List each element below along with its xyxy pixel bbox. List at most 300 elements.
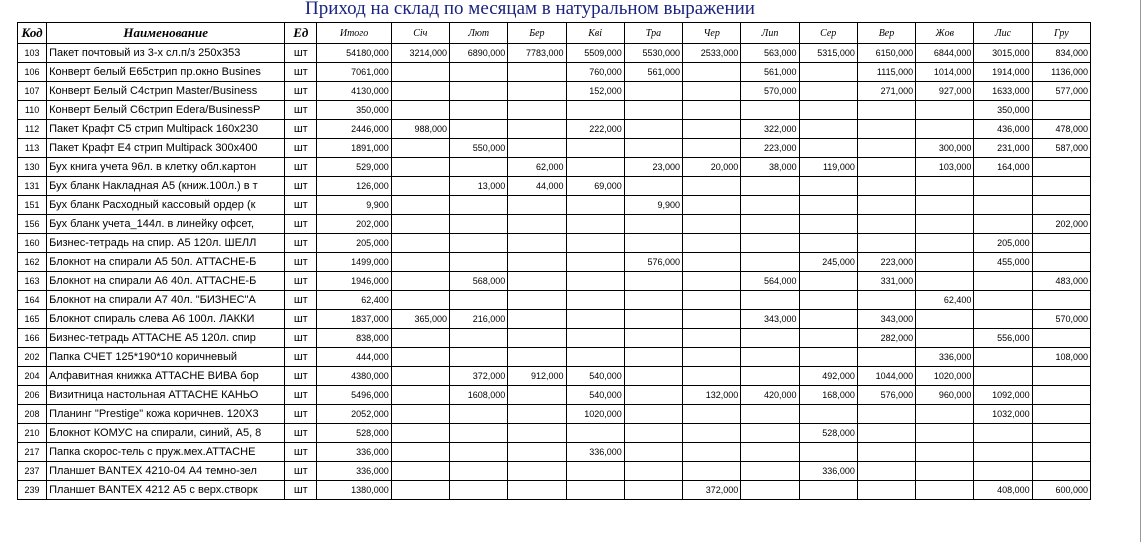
cell-month: 7783,000 xyxy=(508,44,566,63)
cell-total: 7061,000 xyxy=(317,63,391,82)
cell-month xyxy=(683,177,741,196)
cell-month xyxy=(799,177,857,196)
header-unit: Ед xyxy=(285,23,317,44)
cell-code: 131 xyxy=(18,177,47,196)
cell-code: 202 xyxy=(18,348,47,367)
cell-month: 5530,000 xyxy=(624,44,682,63)
table-row xyxy=(18,481,1091,500)
cell-name: Папка скорос-тель с пруж.мех.ATTACHE xyxy=(47,443,285,462)
cell-month xyxy=(683,272,741,291)
cell-month xyxy=(391,82,449,101)
cell-month xyxy=(683,291,741,310)
header-code: Код xyxy=(18,23,47,44)
cell-name: Блокнот на спирали А6 40л. ATTACHE-Б xyxy=(47,272,285,291)
header-month: Гру xyxy=(1032,23,1090,44)
cell-month xyxy=(566,196,624,215)
cell-month: 960,000 xyxy=(916,386,974,405)
cell-month: 570,000 xyxy=(741,82,799,101)
cell-unit: шт xyxy=(285,215,317,234)
cell-month xyxy=(741,367,799,386)
cell-code: 112 xyxy=(18,120,47,139)
cell-month xyxy=(449,348,507,367)
header-month: Вер xyxy=(857,23,915,44)
cell-month: 216,000 xyxy=(449,310,507,329)
cell-month: 331,000 xyxy=(857,272,915,291)
cell-month xyxy=(391,215,449,234)
cell-code: 165 xyxy=(18,310,47,329)
cell-month: 322,000 xyxy=(741,120,799,139)
cell-month: 564,000 xyxy=(741,272,799,291)
cell-month: 561,000 xyxy=(741,63,799,82)
cell-month xyxy=(799,310,857,329)
cell-month xyxy=(916,120,974,139)
cell-month xyxy=(566,234,624,253)
cell-month xyxy=(508,462,566,481)
cell-month xyxy=(449,82,507,101)
header-month: Кві xyxy=(566,23,624,44)
cell-month xyxy=(391,234,449,253)
cell-month xyxy=(916,272,974,291)
cell-month xyxy=(624,481,682,500)
cell-code: 204 xyxy=(18,367,47,386)
cell-month xyxy=(683,101,741,120)
cell-month: 576,000 xyxy=(624,253,682,272)
cell-month xyxy=(974,177,1032,196)
cell-total: 1380,000 xyxy=(317,481,391,500)
cell-name: Бизнес-тетрадь ATTACHE А5 120л. спир xyxy=(47,329,285,348)
cell-month: 20,000 xyxy=(683,158,741,177)
cell-month: 9,900 xyxy=(624,196,682,215)
cell-name: Бизнес-тетрадь на спир. А5 120л. ШЕЛЛ xyxy=(47,234,285,253)
cell-name: Планшет BANTEX 4210-04 А4 темно-зел xyxy=(47,462,285,481)
table-row xyxy=(18,120,1091,139)
cell-code: 237 xyxy=(18,462,47,481)
cell-month: 834,000 xyxy=(1032,44,1090,63)
cell-month xyxy=(916,101,974,120)
cell-month xyxy=(974,272,1032,291)
cell-month xyxy=(449,291,507,310)
cell-total: 838,000 xyxy=(317,329,391,348)
cell-month xyxy=(391,253,449,272)
cell-month xyxy=(624,120,682,139)
cell-month xyxy=(1032,367,1090,386)
table-row xyxy=(18,253,1091,272)
cell-month xyxy=(741,405,799,424)
header-month: Лип xyxy=(741,23,799,44)
cell-month xyxy=(624,329,682,348)
cell-month xyxy=(799,329,857,348)
cell-month xyxy=(449,443,507,462)
cell-month: 1020,000 xyxy=(566,405,624,424)
cell-month: 1115,000 xyxy=(857,63,915,82)
cell-month xyxy=(566,215,624,234)
cell-month xyxy=(683,139,741,158)
cell-month: 103,000 xyxy=(916,158,974,177)
cell-month xyxy=(916,310,974,329)
cell-month: 1136,000 xyxy=(1032,63,1090,82)
cell-month xyxy=(624,101,682,120)
cell-month xyxy=(741,424,799,443)
table-row xyxy=(18,291,1091,310)
cell-month xyxy=(799,405,857,424)
cell-unit: шт xyxy=(285,120,317,139)
cell-name: Визитница настольная ATTACHE КАНЬО xyxy=(47,386,285,405)
cell-month xyxy=(391,272,449,291)
cell-unit: шт xyxy=(285,481,317,500)
cell-month xyxy=(391,481,449,500)
cell-month: 365,000 xyxy=(391,310,449,329)
cell-month: 132,000 xyxy=(683,386,741,405)
cell-month: 343,000 xyxy=(857,310,915,329)
cell-unit: шт xyxy=(285,272,317,291)
cell-name: Пакет почтовый из 3-х сл.п/з 250х353 xyxy=(47,44,285,63)
cell-month: 205,000 xyxy=(974,234,1032,253)
cell-month xyxy=(449,158,507,177)
cell-month: 5315,000 xyxy=(799,44,857,63)
cell-code: 107 xyxy=(18,82,47,101)
cell-month xyxy=(566,158,624,177)
cell-month: 540,000 xyxy=(566,386,624,405)
cell-code: 106 xyxy=(18,63,47,82)
cell-month: 3214,000 xyxy=(391,44,449,63)
header-month: Січ xyxy=(391,23,449,44)
cell-total: 62,400 xyxy=(317,291,391,310)
cell-month xyxy=(799,196,857,215)
cell-month xyxy=(624,272,682,291)
cell-code: 160 xyxy=(18,234,47,253)
cell-unit: шт xyxy=(285,386,317,405)
cell-month xyxy=(449,215,507,234)
cell-month xyxy=(974,367,1032,386)
cell-month xyxy=(391,367,449,386)
cell-month: 528,000 xyxy=(799,424,857,443)
cell-month xyxy=(624,367,682,386)
cell-month xyxy=(741,177,799,196)
cell-total: 444,000 xyxy=(317,348,391,367)
cell-month xyxy=(566,348,624,367)
cell-name: Бух бланк Расходный кассовый ордер (к xyxy=(47,196,285,215)
cell-month xyxy=(449,120,507,139)
cell-month xyxy=(449,196,507,215)
cell-month xyxy=(857,139,915,158)
cell-month xyxy=(683,215,741,234)
table-row xyxy=(18,177,1091,196)
cell-month xyxy=(508,253,566,272)
cell-total: 1891,000 xyxy=(317,139,391,158)
cell-month: 222,000 xyxy=(566,120,624,139)
cell-month: 69,000 xyxy=(566,177,624,196)
cell-month xyxy=(449,253,507,272)
cell-month: 245,000 xyxy=(799,253,857,272)
cell-name: Папка СЧЕТ 125*190*10 коричневый xyxy=(47,348,285,367)
cell-month xyxy=(1032,462,1090,481)
cell-month: 231,000 xyxy=(974,139,1032,158)
cell-name: Пакет Крафт Е4 стрип Multipack 300х400 xyxy=(47,139,285,158)
cell-total: 1837,000 xyxy=(317,310,391,329)
cell-month xyxy=(624,443,682,462)
cell-month: 556,000 xyxy=(974,329,1032,348)
header-month: Тра xyxy=(624,23,682,44)
cell-month: 1020,000 xyxy=(916,367,974,386)
table-row xyxy=(18,462,1091,481)
cell-code: 217 xyxy=(18,443,47,462)
cell-month xyxy=(449,63,507,82)
cell-month: 6150,000 xyxy=(857,44,915,63)
table-row xyxy=(18,63,1091,82)
cell-month xyxy=(1032,234,1090,253)
cell-month: 44,000 xyxy=(508,177,566,196)
cell-month xyxy=(799,120,857,139)
cell-month xyxy=(391,158,449,177)
cell-month xyxy=(391,405,449,424)
cell-total: 1946,000 xyxy=(317,272,391,291)
cell-month xyxy=(508,82,566,101)
cell-month xyxy=(566,310,624,329)
cell-total: 528,000 xyxy=(317,424,391,443)
cell-code: 166 xyxy=(18,329,47,348)
cell-month xyxy=(391,329,449,348)
cell-month xyxy=(683,462,741,481)
cell-month xyxy=(508,329,566,348)
cell-month: 5509,000 xyxy=(566,44,624,63)
cell-month xyxy=(1032,291,1090,310)
header-month: Лис xyxy=(974,23,1032,44)
cell-code: 103 xyxy=(18,44,47,63)
cell-month: 570,000 xyxy=(1032,310,1090,329)
cell-month: 492,000 xyxy=(799,367,857,386)
cell-unit: шт xyxy=(285,443,317,462)
cell-month xyxy=(974,310,1032,329)
table-row xyxy=(18,405,1091,424)
cell-code: 239 xyxy=(18,481,47,500)
cell-month xyxy=(566,424,624,443)
cell-month xyxy=(974,443,1032,462)
cell-month xyxy=(391,443,449,462)
cell-month xyxy=(683,310,741,329)
cell-month: 455,000 xyxy=(974,253,1032,272)
cell-month xyxy=(508,101,566,120)
cell-month xyxy=(741,196,799,215)
cell-month xyxy=(624,82,682,101)
cell-unit: шт xyxy=(285,405,317,424)
cell-month: 6844,000 xyxy=(916,44,974,63)
header-month: Чер xyxy=(683,23,741,44)
table-row xyxy=(18,443,1091,462)
cell-month xyxy=(391,139,449,158)
cell-total: 350,000 xyxy=(317,101,391,120)
cell-month xyxy=(974,215,1032,234)
cell-month xyxy=(624,177,682,196)
cell-month xyxy=(799,481,857,500)
cell-month xyxy=(974,291,1032,310)
cell-month xyxy=(857,177,915,196)
cell-month xyxy=(916,443,974,462)
cell-name: Конверт белый Е65стрип пр.окно Busines xyxy=(47,63,285,82)
cell-month: 168,000 xyxy=(799,386,857,405)
cell-month xyxy=(857,405,915,424)
cell-month xyxy=(508,63,566,82)
cell-month: 912,000 xyxy=(508,367,566,386)
cell-month xyxy=(741,291,799,310)
cell-total: 336,000 xyxy=(317,462,391,481)
cell-code: 163 xyxy=(18,272,47,291)
cell-month: 372,000 xyxy=(449,367,507,386)
cell-month: 483,000 xyxy=(1032,272,1090,291)
cell-total: 205,000 xyxy=(317,234,391,253)
cell-month xyxy=(449,481,507,500)
header-month: Жов xyxy=(916,23,974,44)
cell-code: 210 xyxy=(18,424,47,443)
cell-total: 4130,000 xyxy=(317,82,391,101)
table-row xyxy=(18,215,1091,234)
cell-unit: шт xyxy=(285,82,317,101)
cell-month xyxy=(508,348,566,367)
cell-month xyxy=(683,120,741,139)
cell-month xyxy=(916,424,974,443)
table-row xyxy=(18,272,1091,291)
cell-month xyxy=(857,424,915,443)
cell-month: 23,000 xyxy=(624,158,682,177)
cell-month xyxy=(741,481,799,500)
cell-month xyxy=(916,177,974,196)
cell-month xyxy=(741,348,799,367)
cell-month: 6890,000 xyxy=(449,44,507,63)
cell-month xyxy=(916,481,974,500)
cell-code: 164 xyxy=(18,291,47,310)
cell-month: 1092,000 xyxy=(974,386,1032,405)
cell-month xyxy=(508,120,566,139)
cell-total: 4380,000 xyxy=(317,367,391,386)
cell-month xyxy=(449,101,507,120)
cell-month: 336,000 xyxy=(799,462,857,481)
cell-unit: шт xyxy=(285,253,317,272)
cell-month xyxy=(624,348,682,367)
cell-month: 561,000 xyxy=(624,63,682,82)
cell-month xyxy=(974,348,1032,367)
header-month: Бер xyxy=(508,23,566,44)
cell-month xyxy=(624,234,682,253)
cell-month xyxy=(1032,443,1090,462)
cell-month: 119,000 xyxy=(799,158,857,177)
cell-month xyxy=(857,101,915,120)
cell-month: 164,000 xyxy=(974,158,1032,177)
cell-month xyxy=(508,481,566,500)
cell-month xyxy=(799,291,857,310)
cell-code: 113 xyxy=(18,139,47,158)
cell-month: 1608,000 xyxy=(449,386,507,405)
cell-month xyxy=(508,215,566,234)
cell-unit: шт xyxy=(285,177,317,196)
cell-month: 577,000 xyxy=(1032,82,1090,101)
cell-month: 1914,000 xyxy=(974,63,1032,82)
cell-month xyxy=(857,215,915,234)
cell-unit: шт xyxy=(285,101,317,120)
cell-month: 420,000 xyxy=(741,386,799,405)
cell-month xyxy=(508,310,566,329)
cell-month: 587,000 xyxy=(1032,139,1090,158)
cell-code: 130 xyxy=(18,158,47,177)
cell-total: 9,900 xyxy=(317,196,391,215)
cell-name: Конверт Белый С6стрип Edera/BusinessP xyxy=(47,101,285,120)
cell-month: 223,000 xyxy=(741,139,799,158)
cell-month xyxy=(799,234,857,253)
table-row xyxy=(18,234,1091,253)
cell-month: 760,000 xyxy=(566,63,624,82)
cell-month xyxy=(857,120,915,139)
header-month: Сер xyxy=(799,23,857,44)
cell-month xyxy=(1032,424,1090,443)
cell-month: 563,000 xyxy=(741,44,799,63)
cell-month xyxy=(566,329,624,348)
cell-month xyxy=(508,291,566,310)
cell-name: Бух бланк Накладная А5 (книж.100л.) в т xyxy=(47,177,285,196)
cell-month xyxy=(1032,405,1090,424)
cell-month xyxy=(391,177,449,196)
cell-month: 372,000 xyxy=(683,481,741,500)
cell-month xyxy=(857,291,915,310)
cell-month xyxy=(683,405,741,424)
cell-month xyxy=(508,386,566,405)
cell-month xyxy=(508,196,566,215)
cell-unit: шт xyxy=(285,44,317,63)
cell-code: 110 xyxy=(18,101,47,120)
table-row xyxy=(18,196,1091,215)
cell-unit: шт xyxy=(285,291,317,310)
cell-month xyxy=(857,462,915,481)
cell-month xyxy=(857,234,915,253)
cell-month xyxy=(1032,101,1090,120)
cell-unit: шт xyxy=(285,63,317,82)
cell-month xyxy=(566,253,624,272)
cell-name: Блокнот на спирали А7 40л. "БИЗНЕС"А xyxy=(47,291,285,310)
cell-name: Блокнот на спирали А5 50л. ATTACHE-Б xyxy=(47,253,285,272)
cell-month xyxy=(391,196,449,215)
cell-month xyxy=(857,443,915,462)
cell-month xyxy=(508,424,566,443)
cell-name: Конверт Белый С4стрип Master/Business xyxy=(47,82,285,101)
cell-month xyxy=(1032,329,1090,348)
cell-month: 343,000 xyxy=(741,310,799,329)
cell-month: 152,000 xyxy=(566,82,624,101)
page-edge-rule xyxy=(1140,0,1141,542)
cell-total: 54180,000 xyxy=(317,44,391,63)
cell-month: 62,400 xyxy=(916,291,974,310)
cell-month xyxy=(741,253,799,272)
cell-month xyxy=(566,481,624,500)
cell-month xyxy=(683,234,741,253)
cell-month xyxy=(391,63,449,82)
cell-month xyxy=(683,443,741,462)
cell-month xyxy=(741,443,799,462)
cell-unit: шт xyxy=(285,329,317,348)
cell-month xyxy=(741,101,799,120)
cell-month xyxy=(683,82,741,101)
cell-month xyxy=(683,196,741,215)
cell-total: 126,000 xyxy=(317,177,391,196)
cell-total: 529,000 xyxy=(317,158,391,177)
cell-name: Бух бланк учета_144л. в линейку офсет, xyxy=(47,215,285,234)
cell-month: 350,000 xyxy=(974,101,1032,120)
cell-month xyxy=(974,462,1032,481)
cell-month xyxy=(916,234,974,253)
cell-month xyxy=(683,367,741,386)
cell-month xyxy=(916,405,974,424)
cell-total: 2052,000 xyxy=(317,405,391,424)
cell-month xyxy=(566,101,624,120)
cell-month xyxy=(508,272,566,291)
cell-month xyxy=(683,253,741,272)
cell-month xyxy=(799,101,857,120)
